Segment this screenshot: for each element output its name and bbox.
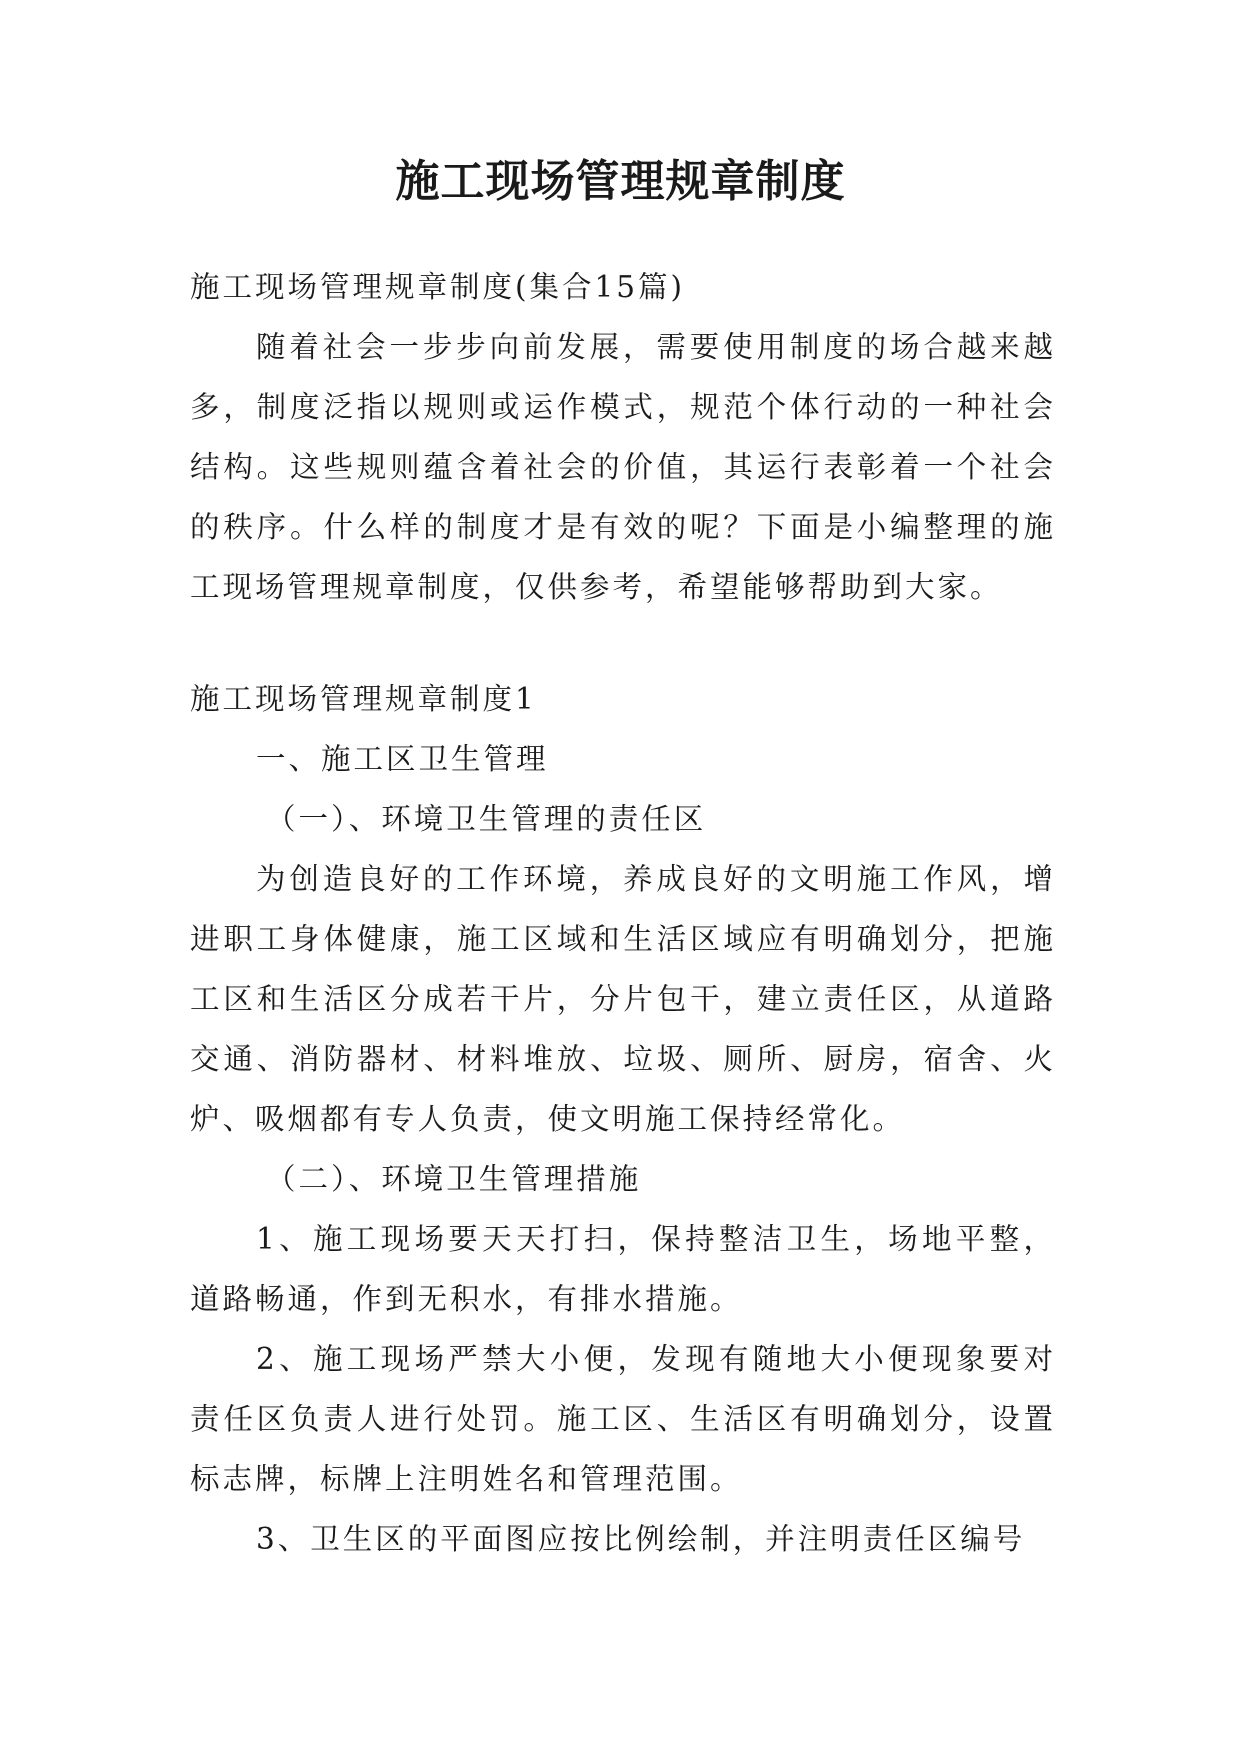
item-one-paragraph: 为创造良好的工作环境，养成良好的文明施工作风，增进职工身体健康，施工区域和生活区域应有明确划分，把施工区和生活区分成若干片，分片包干，建立责任区，从道路交通、消防器材、材料堆放、垃圾、厕所、厨房，宿舍、火炉、吸烟都有专人负责，使文明施工保持经常化。 [190,862,1056,1136]
intro-paragraph: 随着社会一步步向前发展，需要使用制度的场合越来越多，制度泛指以规则或运作模式，规范个体行动的一种社会结构。这些规则蕴含着社会的价值，其运行表彰着一个社会的秩序。什么样的制度才是有效的呢？下面是小编整理的施工现场管理规章制度，仅供参考，希望能够帮助到大家。 [190,330,1056,604]
document-subtitle: 施工现场管理规章制度(集合15篇) [190,270,686,304]
part-one-heading: 一、施工区卫生管理 [256,742,549,776]
item-two-heading: （二）、环境卫生管理措施 [266,1162,642,1196]
document-title: 施工现场管理规章制度 [395,156,846,207]
section-heading: 施工现场管理规章制度1 [190,682,537,716]
measure-1-paragraph: 1、施工现场要天天打扫，保持整洁卫生，场地平整，道路畅通，作到无积水，有排水措施。 [190,1222,1056,1316]
measure-2-paragraph: 2、施工现场严禁大小便，发现有随地大小便现象要对责任区负责人进行处罚。施工区、生活区有明确划分，设置标志牌，标牌上注明姓名和管理范围。 [190,1342,1056,1496]
measure-3-paragraph: 3、卫生区的平面图应按比例绘制，并注明责任区编号 [256,1522,1026,1556]
item-one-heading: （一）、环境卫生管理的责任区 [266,802,707,836]
document-body [190,257,1056,1569]
